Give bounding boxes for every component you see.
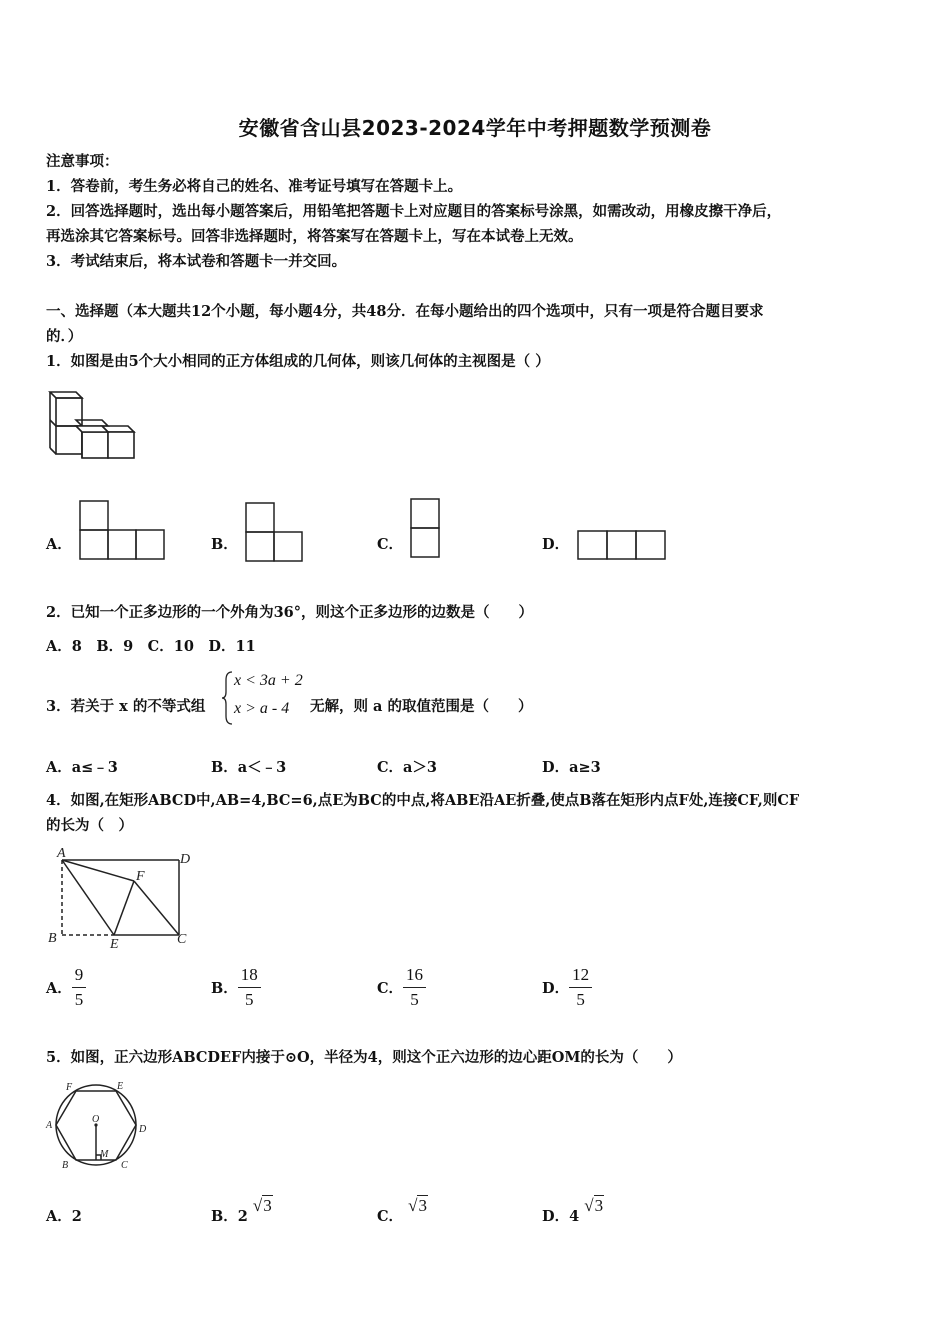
q5-label-c: C bbox=[121, 1160, 128, 1171]
q5-label-f: F bbox=[66, 1082, 73, 1093]
q4-label-c: C bbox=[177, 932, 187, 947]
notice-heading: 注意事项： bbox=[46, 153, 119, 170]
q3-system-line1: x < 3a + 2 bbox=[234, 672, 303, 689]
q5-option-c: C． √3 bbox=[377, 1196, 427, 1225]
q2-options: A．8 B．9 C．10 D．11 bbox=[46, 638, 256, 655]
notice-item: 3．考试结束后，将本试卷和答题卡一并交回。 bbox=[46, 253, 347, 270]
q1-option-c-label: C． bbox=[377, 536, 404, 553]
q5-hexagon-figure bbox=[44, 1080, 154, 1172]
q4-stem-line2: 的长为（ ） bbox=[46, 817, 133, 834]
q4-option-b: B． $\frac{18}{5}$ bbox=[211, 965, 261, 1010]
q3-option-c: C．a＞3 bbox=[377, 759, 438, 776]
q4-label-f: F bbox=[136, 869, 145, 884]
q3-stem-before: 3．若关于 x 的不等式组 bbox=[46, 698, 206, 715]
q1-stem: 1．如图是由5个大小相同的正方体组成的几何体，则该几何体的主视图是（ ） bbox=[46, 353, 550, 370]
q1-option-d-label: D． bbox=[542, 536, 570, 553]
q3-option-b: B．a＜﹣3 bbox=[211, 759, 287, 776]
q2-stem: 2．已知一个正多边形的一个外角为36°，则这个正多边形的边数是（ ） bbox=[46, 604, 534, 621]
q1-cube-figure bbox=[46, 390, 146, 470]
q5-label-m: M bbox=[100, 1149, 109, 1160]
q5-label-d: D bbox=[139, 1124, 147, 1135]
q1-option-a-label: A． bbox=[46, 536, 72, 553]
q4-label-a: A bbox=[57, 846, 66, 861]
q4-label-b: B bbox=[48, 931, 57, 946]
section-heading-cont: 的．） bbox=[46, 328, 83, 345]
q5-label-e: E bbox=[117, 1081, 124, 1092]
q1-option-d-figure bbox=[577, 530, 669, 562]
q4-label-e: E bbox=[110, 937, 119, 952]
q4-label-d: D bbox=[180, 852, 191, 867]
notice-item: 1．答卷前，考生务必将自己的姓名、准考证号填写在答题卡上。 bbox=[46, 178, 463, 195]
q5-option-d: D．4 √3 bbox=[542, 1196, 604, 1225]
q5-option-b: B．2 √3 bbox=[211, 1196, 272, 1225]
q4-option-d: D． $\frac{12}{5}$ bbox=[542, 965, 592, 1010]
q5-label-b: B bbox=[62, 1160, 69, 1171]
q4-stem-line1: 4．如图,在矩形ABCD中,AB=4,BC=6,点E为BC的中点,将ABE沿AE折叠,使点B落在矩形内点F处,连接CF,则CF bbox=[46, 792, 800, 809]
q5-option-a: A．2 bbox=[46, 1208, 82, 1225]
q3-option-d: D．a≥3 bbox=[542, 759, 601, 776]
q4-rectangle-figure bbox=[44, 845, 204, 953]
q5-label-a: A bbox=[46, 1120, 53, 1131]
q3-stem-after: 无解，则 a 的取值范围是（ ） bbox=[310, 698, 533, 715]
q1-option-b-label: B． bbox=[211, 536, 238, 553]
q1-option-c-figure bbox=[410, 498, 444, 560]
q5-stem: 5．如图，正六边形ABCDEF内接于⊙O，半径为4，则这个正六边形的边心距OM的长为（ ） bbox=[46, 1049, 682, 1066]
q1-option-a-figure bbox=[79, 500, 169, 562]
notice-item: 2．回答选择题时，选出每小题答案后，用铅笔把答题卡上对应题目的答案标号涂黑，如需改动，用橡皮擦干净后， bbox=[46, 203, 782, 220]
q3-system-line2: x > a - 4 bbox=[234, 700, 290, 717]
notice-item: 再选涂其它答案标号。回答非选择题时，将答案写在答题卡上，写在本试卷上无效。 bbox=[46, 228, 583, 245]
q3-option-a: A．a≤﹣3 bbox=[46, 759, 118, 776]
q3-brace bbox=[222, 670, 234, 726]
q4-option-c: C． $\frac{16}{5}$ bbox=[377, 965, 426, 1010]
q5-label-o: O bbox=[92, 1114, 100, 1125]
page-title: 安徽省含山县2023-2024学年中考押题数学预测卷 bbox=[238, 116, 712, 140]
section-heading: 一、选择题（本大题共12个小题，每小题4分，共48分．在每小题给出的四个选项中，只有一项是符合题目要求 bbox=[46, 303, 764, 320]
q1-option-b-figure bbox=[245, 502, 307, 564]
q4-option-a: A． $\frac{9}{5}$ bbox=[46, 965, 86, 1010]
